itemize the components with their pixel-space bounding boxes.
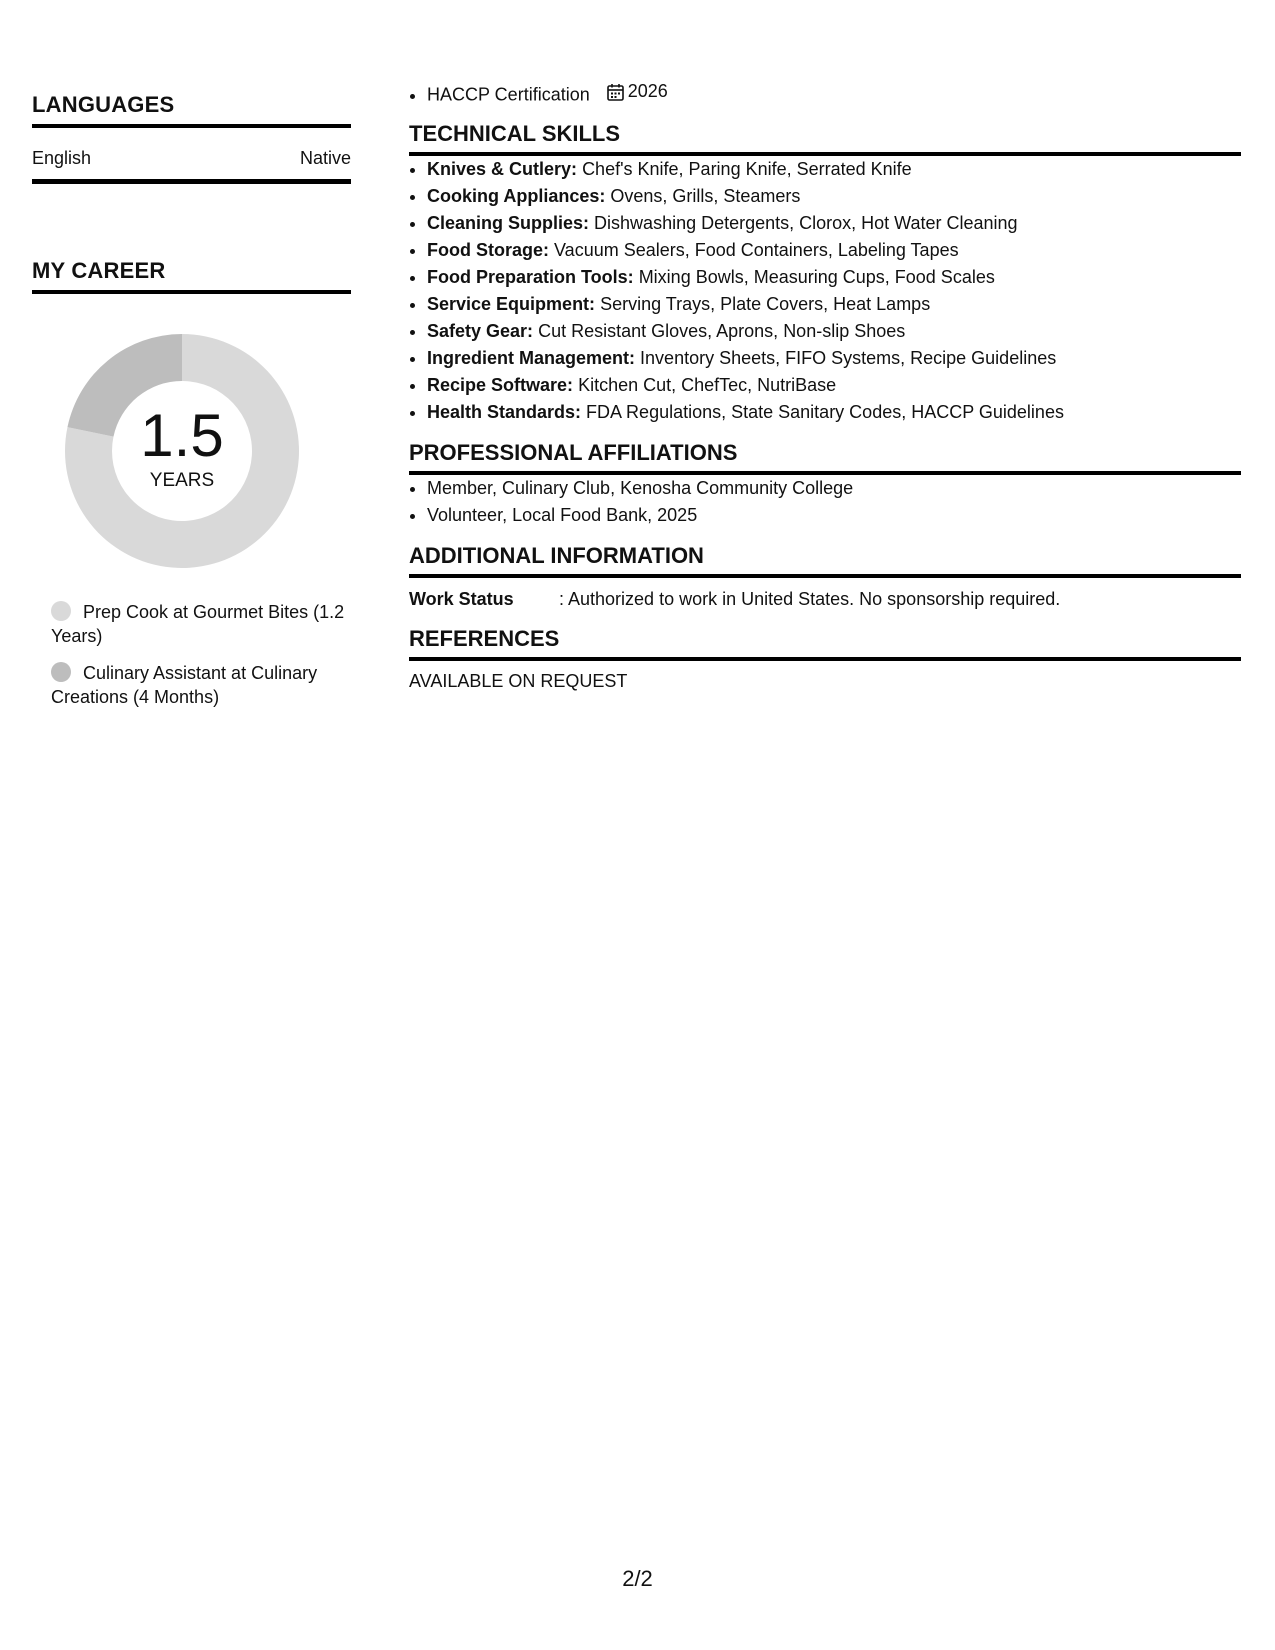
skill-item	[427, 210, 1241, 237]
skill-item	[427, 237, 1241, 264]
certification-year: 2026	[627, 81, 668, 101]
certification-date	[607, 78, 668, 105]
left-column	[32, 92, 351, 722]
work-status-value: : Authorized to work in United States. No sponsorship required.	[559, 588, 1061, 609]
language-row	[32, 128, 351, 184]
career-donut-chart	[57, 326, 307, 576]
skill-label: Cooking Appliances:	[427, 185, 606, 206]
skill-label: Food Storage:	[427, 239, 549, 260]
certification-item	[427, 78, 1241, 109]
donut-center	[57, 326, 307, 576]
skill-value: Cut Resistant Gloves, Aprons, Non-slip Shoes	[538, 320, 906, 341]
legend-dot	[51, 662, 71, 682]
language-level: Native	[299, 148, 351, 168]
technical-skills-heading: TECHNICAL SKILLS	[409, 121, 1241, 156]
language-name: English	[32, 148, 92, 168]
affiliations-list	[409, 475, 1241, 529]
references-heading: REFERENCES	[409, 626, 1241, 661]
skill-label: Food Preparation Tools:	[427, 266, 634, 287]
affiliation-item: • Volunteer, Local Food Bank, 2025	[427, 502, 1241, 529]
legend-label: Culinary Assistant at Culinary Creations (4 Months)	[51, 663, 318, 707]
skill-value: Serving Trays, Plate Covers, Heat Lamps	[600, 293, 931, 314]
calendar-icon	[607, 83, 624, 101]
skill-item	[427, 264, 1241, 291]
legend-item	[51, 661, 351, 709]
career-total-years: 1.5	[140, 402, 224, 469]
skill-value: Dishwashing Detergents, Clorox, Hot Water Cleaning	[594, 212, 1018, 233]
certification-list	[409, 78, 1241, 109]
skill-label: Recipe Software:	[427, 374, 574, 395]
career-total-unit: YEARS	[149, 470, 215, 491]
skill-label: Safety Gear:	[427, 320, 534, 341]
skill-value: Mixing Bowls, Measuring Cups, Food Scales	[638, 266, 995, 287]
career-heading: MY CAREER	[32, 258, 351, 294]
references-text: AVAILABLE ON REQUEST	[409, 670, 628, 691]
skill-value: Ovens, Grills, Steamers	[610, 185, 801, 206]
legend-item	[51, 600, 351, 648]
skill-label: Ingredient Management:	[427, 347, 636, 368]
skill-value: Inventory Sheets, FIFO Systems, Recipe Guidelines	[640, 347, 1057, 368]
skill-value: Vacuum Sealers, Food Containers, Labeling Tapes	[554, 239, 959, 260]
skill-label: Knives & Cutlery:	[427, 158, 578, 179]
skill-item	[427, 183, 1241, 210]
skill-item	[427, 372, 1241, 399]
legend-label: Prep Cook at Gourmet Bites (1.2 Years)	[51, 602, 345, 646]
languages-heading: LANGUAGES	[32, 92, 351, 128]
affiliations-heading: PROFESSIONAL AFFILIATIONS	[409, 440, 1241, 475]
certification-name: HACCP Certification	[427, 84, 590, 105]
additional-info-heading: ADDITIONAL INFORMATION	[409, 543, 1241, 578]
skill-value: Chef's Knife, Paring Knife, Serrated Knife	[582, 158, 912, 179]
skill-item	[427, 291, 1241, 318]
skill-value: Kitchen Cut, ChefTec, NutriBase	[578, 374, 837, 395]
skill-item	[427, 345, 1241, 372]
work-status-row	[409, 586, 1241, 612]
skill-label: Cleaning Supplies:	[427, 212, 590, 233]
skill-label: Service Equipment:	[427, 293, 596, 314]
skill-label: Health Standards:	[427, 401, 582, 422]
skill-item	[427, 399, 1241, 426]
skill-value: FDA Regulations, State Sanitary Codes, HACCP Guidelines	[586, 401, 1064, 422]
page-number: 2/2	[622, 1566, 653, 1591]
technical-skills-list	[409, 156, 1241, 426]
skill-item	[427, 318, 1241, 345]
skill-item	[427, 156, 1241, 183]
career-legend	[51, 600, 351, 709]
affiliation-item: • Member, Culinary Club, Kenosha Community College	[427, 475, 1241, 502]
work-status-label: Work Status	[409, 588, 514, 609]
right-column	[409, 78, 1241, 692]
legend-dot	[51, 601, 71, 621]
